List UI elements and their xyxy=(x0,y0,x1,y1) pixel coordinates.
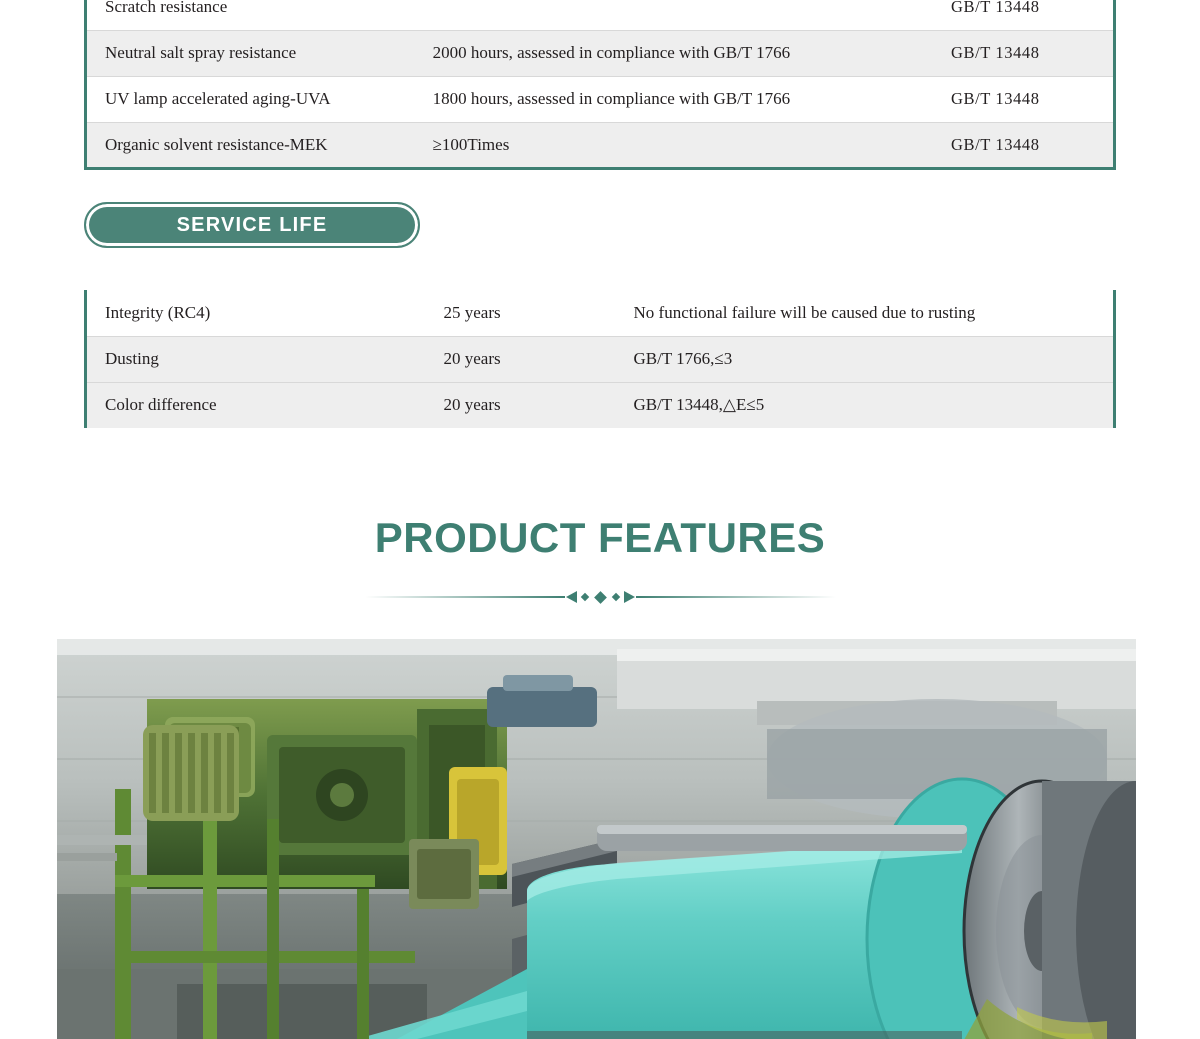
divider-line-left xyxy=(365,596,565,598)
life-note: GB/T 13448,△E≤5 xyxy=(616,382,1115,428)
table-row xyxy=(86,0,1115,30)
spec-standard: GB/T 13448 xyxy=(933,76,1115,122)
divider-arrow-left-icon xyxy=(566,591,577,603)
spec-standard: GB/T 13448 xyxy=(933,0,1115,30)
life-name: Integrity (RC4) xyxy=(86,290,426,336)
table-row xyxy=(86,30,1115,76)
spec-name: UV lamp accelerated aging-UVA xyxy=(86,76,415,122)
spec-value: 2000 hours, assessed in compliance with GB/T 1766 xyxy=(415,30,933,76)
ornament-divider xyxy=(0,590,1200,604)
life-note: No functional failure will be caused due to rusting xyxy=(616,290,1115,336)
divider-line-right xyxy=(636,596,836,598)
factory-coil-line-photo xyxy=(57,639,1136,1039)
service-life-heading-label: SERVICE LIFE xyxy=(176,213,328,236)
spec-standard: GB/T 13448 xyxy=(933,122,1115,168)
service-life-table xyxy=(84,290,1116,428)
spec-value: ≥100Times xyxy=(415,122,933,168)
table-row xyxy=(86,290,1115,336)
divider-diamond-icon xyxy=(611,593,619,601)
divider-arrow-right-icon xyxy=(624,591,635,603)
spec-name: Organic solvent resistance-MEK xyxy=(86,122,415,168)
life-years: 25 years xyxy=(426,290,616,336)
spec-value xyxy=(415,0,933,30)
table-row xyxy=(86,336,1115,382)
life-name: Color difference xyxy=(86,382,426,428)
specification-table xyxy=(84,0,1116,170)
service-life-heading xyxy=(84,202,420,248)
divider-diamond-icon xyxy=(580,593,588,601)
spec-standard: GB/T 13448 xyxy=(933,30,1115,76)
divider-diamond-icon xyxy=(594,591,607,604)
life-years: 20 years xyxy=(426,382,616,428)
product-features-heading xyxy=(0,515,1200,561)
spec-value: 1800 hours, assessed in compliance with GB/T 1766 xyxy=(415,76,933,122)
life-years: 20 years xyxy=(426,336,616,382)
life-note: GB/T 1766,≤3 xyxy=(616,336,1115,382)
life-name: Dusting xyxy=(86,336,426,382)
table-row xyxy=(86,382,1115,428)
photo-illustration xyxy=(57,639,1136,1039)
table-row xyxy=(86,76,1115,122)
product-features-title: PRODUCT FEATURES xyxy=(374,514,826,561)
spec-name: Neutral salt spray resistance xyxy=(86,30,415,76)
spec-name: Scratch resistance xyxy=(86,0,415,30)
table-row xyxy=(86,122,1115,168)
